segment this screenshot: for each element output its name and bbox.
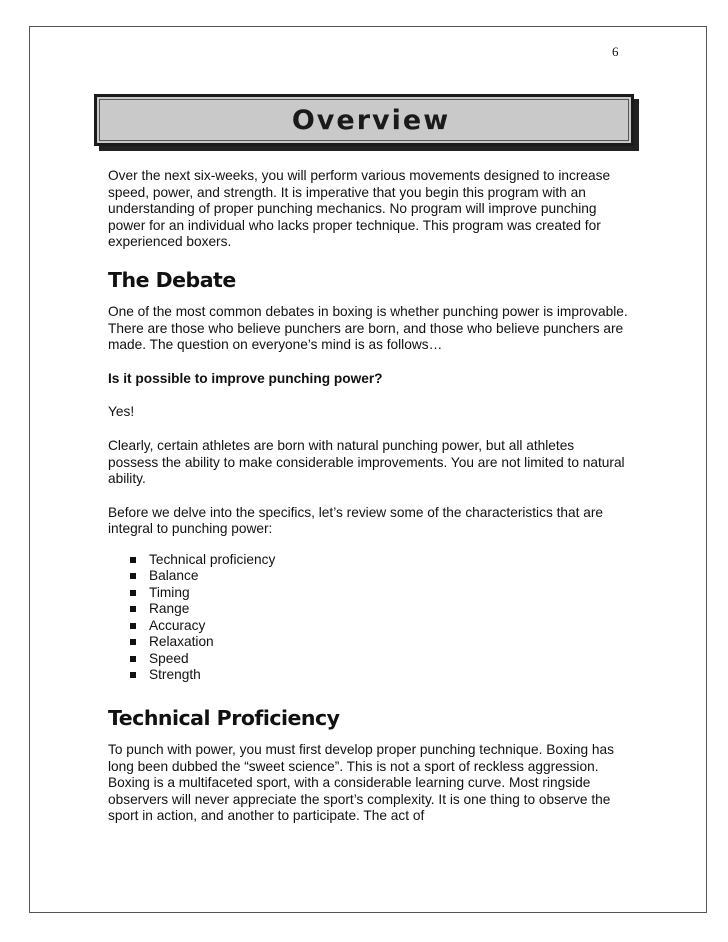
list-item: Accuracy <box>128 618 628 635</box>
square-bullet-icon <box>130 606 136 612</box>
document-body <box>108 168 628 842</box>
technical-proficiency-heading: Technical Proficiency <box>108 705 340 730</box>
debate-question: Is it possible to improve punching power? <box>108 370 383 386</box>
square-bullet-icon <box>130 656 136 662</box>
overview-banner <box>94 94 634 146</box>
list-item: Speed <box>128 651 628 668</box>
list-item: Balance <box>128 568 628 585</box>
debate-heading: The Debate <box>108 267 236 292</box>
debate-paragraph-1: One of the most common debates in boxing is whether punching power is improvable. There are those who believe punchers are born, and those who believe punchers are made. The question on everyone’s mind is as follows… <box>108 303 628 353</box>
square-bullet-icon <box>130 573 136 579</box>
square-bullet-icon <box>130 639 136 645</box>
square-bullet-icon <box>130 672 136 678</box>
intro-paragraph: Over the next six-weeks, you will perform various movements designed to increase speed, power, and strength. It is imperative that you begin this program with an understanding of proper punching mechanics. No program will improve punching power for an individual who lacks proper technique. This program was created for experienced boxers. <box>108 168 611 250</box>
square-bullet-icon <box>130 623 136 629</box>
banner-inner-border <box>99 99 629 141</box>
list-item: Relaxation <box>128 634 628 651</box>
technical-paragraph-1: To punch with power, you must first develop proper punching technique. Boxing has long been dubbed the “sweet science”. This is not a sport of reckless aggression. Boxing is a multifaceted sport, with a considerable learning curve. Most ringside observers will never appreciate the sport’s complexity. It is one thing to observe the sport in action, and another to participate. The act of <box>108 741 614 824</box>
square-bullet-icon <box>130 557 136 563</box>
list-item: Strength <box>128 667 628 684</box>
banner-title: Overview <box>291 104 451 136</box>
page-number: 6 <box>612 44 619 59</box>
debate-answer: Yes! <box>108 404 135 420</box>
debate-paragraph-3: Before we delve into the specifics, let’s review some of the characteristics that are integral to punching power: <box>108 504 604 537</box>
list-item: Timing <box>128 585 628 602</box>
characteristics-list <box>108 552 628 684</box>
debate-paragraph-2: Clearly, certain athletes are born with natural punching power, but all athletes possess the ability to make considerable improvements. You are not limited to natural ability. <box>108 437 625 487</box>
square-bullet-icon <box>130 590 136 596</box>
list-item: Technical proficiency <box>128 552 628 569</box>
list-item: Range <box>128 601 628 618</box>
